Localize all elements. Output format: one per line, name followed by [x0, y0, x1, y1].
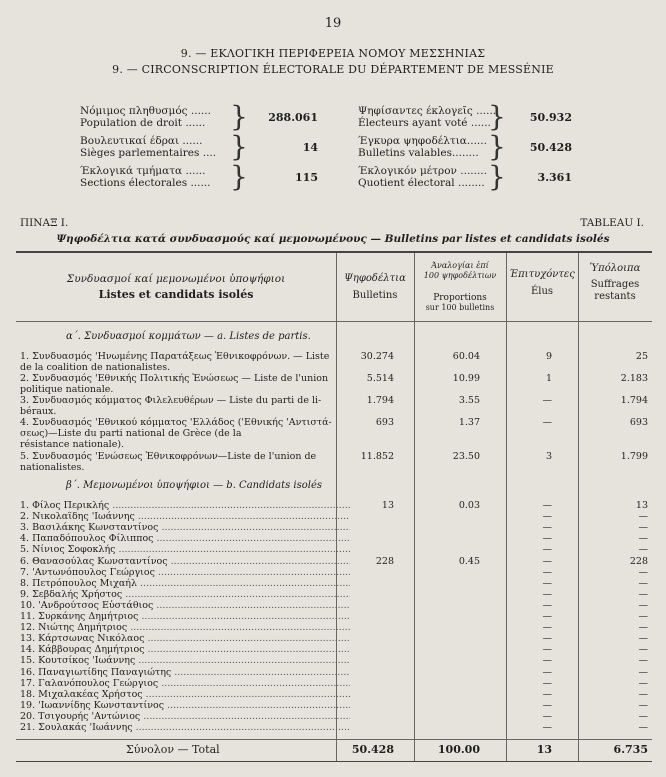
table-row [16, 711, 652, 722]
candidate-name: 18. Μιχαλακέας Χρήστος ..... [20, 689, 350, 700]
table-row [16, 533, 652, 544]
candidate-name: 1. Φίλος Περικλής ..... [20, 500, 350, 511]
cell-restants: — [638, 622, 648, 634]
party-name: politique nationale. [20, 384, 114, 395]
summary-right-2 [358, 135, 487, 159]
cell-bulletins: 228 [375, 555, 394, 567]
cell-elus: — [542, 500, 552, 511]
table-row [16, 578, 652, 589]
cell-proportion: 23.50 [452, 451, 480, 462]
candidate-name: 19. 'Ιωαννίδης Κωνσταντίνος ..... [20, 700, 350, 711]
cell-restants: 1.799 [620, 451, 648, 462]
cell-bulletins: 1.794 [366, 395, 394, 406]
candidate-name: 2. Νικολαΐδης 'Ιωάννης ..... [20, 511, 350, 522]
summary-label-fr: Électeurs ayant voté ...... [358, 117, 491, 129]
summary-label-gr: Νόμιμος πληθυσμός ...... [80, 105, 211, 117]
header-bulletins [336, 273, 414, 302]
summary-label-gr: Βουλευτικαί έδραι ...... [80, 135, 203, 147]
table-row [16, 655, 652, 666]
summary-left-3 [80, 165, 211, 189]
party-name: résistance nationale). [20, 439, 125, 450]
summary-label-gr: Έκλογικά τμήματα ...... [80, 165, 206, 177]
header-restants [578, 263, 652, 303]
summary-value: 288.061 [268, 111, 318, 124]
table-row [16, 644, 652, 655]
header-gr: Έπιτυχόντες [509, 269, 575, 280]
cell-elus: — [542, 611, 552, 622]
header-elus [506, 269, 578, 298]
party-name: 3. Συνδυασμός κόμματος Φιλελευθέρων — Liste du parti de li- [20, 395, 322, 406]
candidate-name: 3. Βασιλάκης Κωνσταντίνος ..... [20, 522, 350, 533]
cell-restants: — [638, 722, 648, 733]
table-row [16, 633, 652, 644]
table-label-greek: ΠΙΝΑΞ Ι. [20, 217, 69, 229]
party-name: béraux. [20, 406, 57, 417]
candidate-name: 7. 'Αντωνόπουλος Γεώργιος ..... [20, 567, 350, 578]
table-row [16, 678, 652, 689]
candidate-name: 15. Κουτσίκος 'Ιωάννης ..... [20, 655, 350, 666]
cell-elus: — [542, 666, 552, 678]
cell-elus: — [542, 544, 552, 556]
summary-block [80, 100, 620, 193]
table-row [16, 556, 652, 567]
cell-restants: 228 [629, 555, 648, 567]
summary-left-2 [80, 135, 216, 159]
page-number: 19 [324, 16, 342, 31]
candidate-name: 14. Κάββουρας Δημήτριος ..... [20, 644, 350, 655]
table-row [16, 522, 652, 533]
summary-label-fr: Sections électorales ...... [80, 177, 211, 189]
cell-elus: — [542, 566, 552, 578]
table-row [16, 544, 652, 555]
party-name: de la coalition de nationalistes. [20, 362, 171, 373]
candidate-name: 9. Σεβδαλής Χρήστος ..... [20, 589, 350, 600]
cell-restants: — [638, 544, 648, 556]
cell-elus: — [542, 622, 552, 634]
candidate-name: 10. 'Ανδρούτσος Εὐστάθιος ..... [20, 600, 350, 611]
cell-bulletins: 30.274 [360, 351, 394, 362]
party-name: 5. Συνδυασμός 'Ενώσεως Ἐθνικοφρόνων—Liste de l'union de [20, 451, 317, 462]
cell-elus: — [542, 644, 552, 656]
cell-restants: — [638, 533, 648, 545]
header-fr: restants [594, 291, 636, 302]
candidate-name: 8. Πετρόπουλος Μιχαήλ ..... [20, 578, 350, 589]
cell-restants: 13 [635, 500, 648, 511]
table-row [16, 373, 652, 395]
title-french: 9. — CIRCONSCRIPTION ÉLECTORALE DU DÉPARTEMENT DE MESSÉNIE [112, 63, 554, 76]
summary-label-gr: Έκλογικόν μέτρον ........ [358, 165, 487, 177]
table-title: Ψηφοδέλτια κατά συνδυασμούς καί μεμονωμένους — Bulletins par listes et candidats isolés [56, 233, 610, 245]
cell-restants: — [638, 655, 648, 667]
header-proportions [414, 261, 506, 313]
cell-elus: — [542, 533, 552, 545]
cell-restants: — [638, 599, 648, 611]
cell-proportion: 10.99 [452, 373, 480, 384]
cell-elus: — [542, 417, 552, 428]
cell-elus: 1 [545, 373, 552, 384]
header-candidates [16, 273, 336, 301]
cell-bulletins: 11.852 [360, 451, 394, 462]
brace: } [230, 100, 248, 133]
summary-label-gr: Έγκυρα ψηφοδέλτια...... [358, 135, 487, 147]
cell-elus: — [542, 722, 552, 733]
cell-restants: — [638, 577, 648, 589]
cell-bulletins: 693 [375, 417, 394, 428]
title-greek: 9. — ΕΚΛΟΓΙΚΗ ΠΕΡΙΦΕΡΕΙΑ ΝΟΜΟΥ ΜΕΣΣΗΝΙΑΣ [180, 47, 486, 60]
header-gr: Ὑπόλοιπα [589, 263, 641, 274]
party-name: 2. Συνδυασμός 'Εθνικής Πολιτικής Ἑνώσεως — Liste de l'union [20, 373, 329, 384]
cell-elus: — [542, 633, 552, 645]
header-gr: Ψηφοδέλτια [344, 273, 406, 284]
cell-elus: — [542, 599, 552, 611]
header-gr: Συνδυασμοί καί μεμονωμένοι ὑποψήφιοι [66, 273, 286, 285]
candidate-name: 4. Παπαδόπουλος Φίλιππος ..... [20, 533, 350, 544]
cell-elus: — [542, 710, 552, 722]
summary-left-1 [80, 105, 211, 129]
section-candidates: β΄. Μεμονωμένοι ὑποψήφιοι — b. Candidats isolés [66, 480, 322, 491]
cell-restants: 1.794 [620, 395, 648, 406]
cell-restants: — [638, 688, 648, 700]
results-table [16, 251, 652, 762]
summary-label-fr: Population de droit ...... [80, 117, 206, 129]
table-row [16, 500, 652, 511]
candidate-name: 13. Κάρτσωνας Νικόλαος ..... [20, 633, 350, 644]
summary-label-fr: Quotient électoral ........ [358, 177, 485, 189]
candidate-name: 17. Γαλανόπουλος Γεώργιος ..... [20, 678, 350, 689]
header-fr: sur 100 bulletins [425, 303, 495, 312]
cell-elus: — [542, 511, 552, 523]
cell-restants: — [638, 611, 648, 622]
header-fr: Élus [530, 286, 554, 297]
cell-elus: — [542, 522, 552, 534]
brace: } [488, 100, 506, 133]
cell-elus: — [542, 677, 552, 689]
candidate-name: 20. Τσιγουρής 'Αντώνιος ..... [20, 711, 350, 722]
header-gr: Άναλογίαι ἐπί [431, 261, 489, 270]
summary-value: 115 [295, 171, 318, 184]
cell-restants: — [638, 699, 648, 711]
party-name: 1. Συνδυασμός 'Ηνωμένης Παρατάξεως Ἐθνικοφρόνων. — Liste [20, 351, 330, 362]
total-elus: 13 [536, 743, 552, 756]
total-restants: 6.735 [613, 743, 648, 756]
summary-value: 14 [302, 141, 318, 154]
cell-proportion: 1.37 [458, 417, 480, 428]
header-fr: Proportions [433, 293, 487, 303]
cell-elus: — [542, 577, 552, 589]
cell-proportion: 0.03 [458, 500, 480, 511]
cell-restants: — [638, 677, 648, 689]
summary-value: 50.932 [529, 111, 572, 124]
cell-elus: — [542, 395, 552, 406]
header-fr: Bulletins [352, 290, 398, 301]
total-bulletins: 50.428 [351, 743, 394, 756]
table-row [16, 622, 652, 633]
table-row [16, 417, 652, 450]
summary-label-fr: Bulletins valables........ [358, 147, 479, 159]
brace: } [230, 160, 248, 193]
table-row [16, 567, 652, 578]
section-parties: α΄. Συνδυασμοί κομμάτων — a. Listes de partis. [66, 331, 311, 342]
table-row [16, 511, 652, 522]
cell-restants: 693 [629, 417, 648, 428]
table-row [16, 611, 652, 622]
table-row [16, 722, 652, 733]
table-row [16, 667, 652, 678]
table-row [16, 689, 652, 700]
candidate-name: 11. Συρκάνης Δημήτριος ..... [20, 611, 350, 622]
cell-proportion: 60.04 [452, 351, 480, 362]
cell-restants: — [638, 666, 648, 678]
table-row [16, 395, 652, 417]
candidate-name: 16. Παναγιωτίδης Παναγιώτης ..... [20, 667, 350, 678]
cell-elus: — [542, 688, 552, 700]
summary-value: 50.428 [529, 141, 572, 154]
cell-elus: — [542, 655, 552, 667]
cell-restants: 2.183 [620, 373, 648, 384]
cell-restants: — [638, 710, 648, 722]
cell-restants: — [638, 644, 648, 656]
cell-elus: 3 [545, 451, 552, 462]
summary-label-fr: Sièges parlementaires .... [80, 147, 217, 159]
cell-restants: — [638, 511, 648, 523]
table-row [16, 351, 652, 373]
cell-restants: 25 [635, 351, 648, 362]
total-label: Σύνολον — Total [126, 743, 220, 756]
total-proportion: 100.00 [437, 743, 480, 756]
cell-proportion: 3.55 [458, 395, 480, 406]
total-rule [16, 739, 652, 740]
summary-right-3 [358, 165, 487, 189]
table-row [16, 451, 652, 473]
header-rule [16, 321, 652, 322]
table-row [16, 700, 652, 711]
candidate-name: 5. Νίνιος Σοφοκλής ..... [20, 544, 350, 555]
table-label-french: TABLEAU I. [580, 217, 644, 229]
header-gr: 100 ψηφοδέλτιων [423, 271, 497, 280]
cell-elus: 9 [545, 351, 552, 362]
cell-bulletins: 5.514 [366, 373, 394, 384]
brace: } [488, 130, 506, 163]
party-name: σεως)—Liste du parti national de Grèce (de la [20, 428, 242, 439]
table-row [16, 589, 652, 600]
candidate-name: 12. Νιώτης Δημήτριος ..... [20, 622, 350, 633]
header-fr: Listes et candidats isolés [98, 288, 254, 301]
cell-elus: — [542, 699, 552, 711]
cell-restants: — [638, 588, 648, 600]
cell-proportion: 0.45 [458, 555, 480, 567]
summary-value: 3.361 [537, 171, 572, 184]
cell-bulletins: 13 [381, 500, 394, 511]
header-fr: Suffrages [590, 279, 640, 290]
party-name: 4. Συνδυασμός 'Εθνικού κόμματος 'Ελλάδος ('Εθνικής 'Αντιστά- [20, 417, 332, 428]
brace: } [230, 130, 248, 163]
candidate-name: 21. Σουλακάς 'Ιωάννης ..... [20, 722, 350, 733]
candidate-name: 6. Θανασούλας Κωνσταντίνος ..... [20, 556, 350, 567]
brace: } [488, 160, 506, 193]
cell-restants: — [638, 633, 648, 645]
cell-restants: — [638, 522, 648, 534]
summary-label-gr: Ψηφίσαντες έκλογεῖς ...... [358, 105, 497, 117]
cell-elus: — [542, 555, 552, 567]
cell-restants: — [638, 566, 648, 578]
table-row [16, 600, 652, 611]
cell-elus: — [542, 588, 552, 600]
party-name: nationalistes. [20, 462, 85, 473]
summary-right-1 [358, 105, 496, 129]
